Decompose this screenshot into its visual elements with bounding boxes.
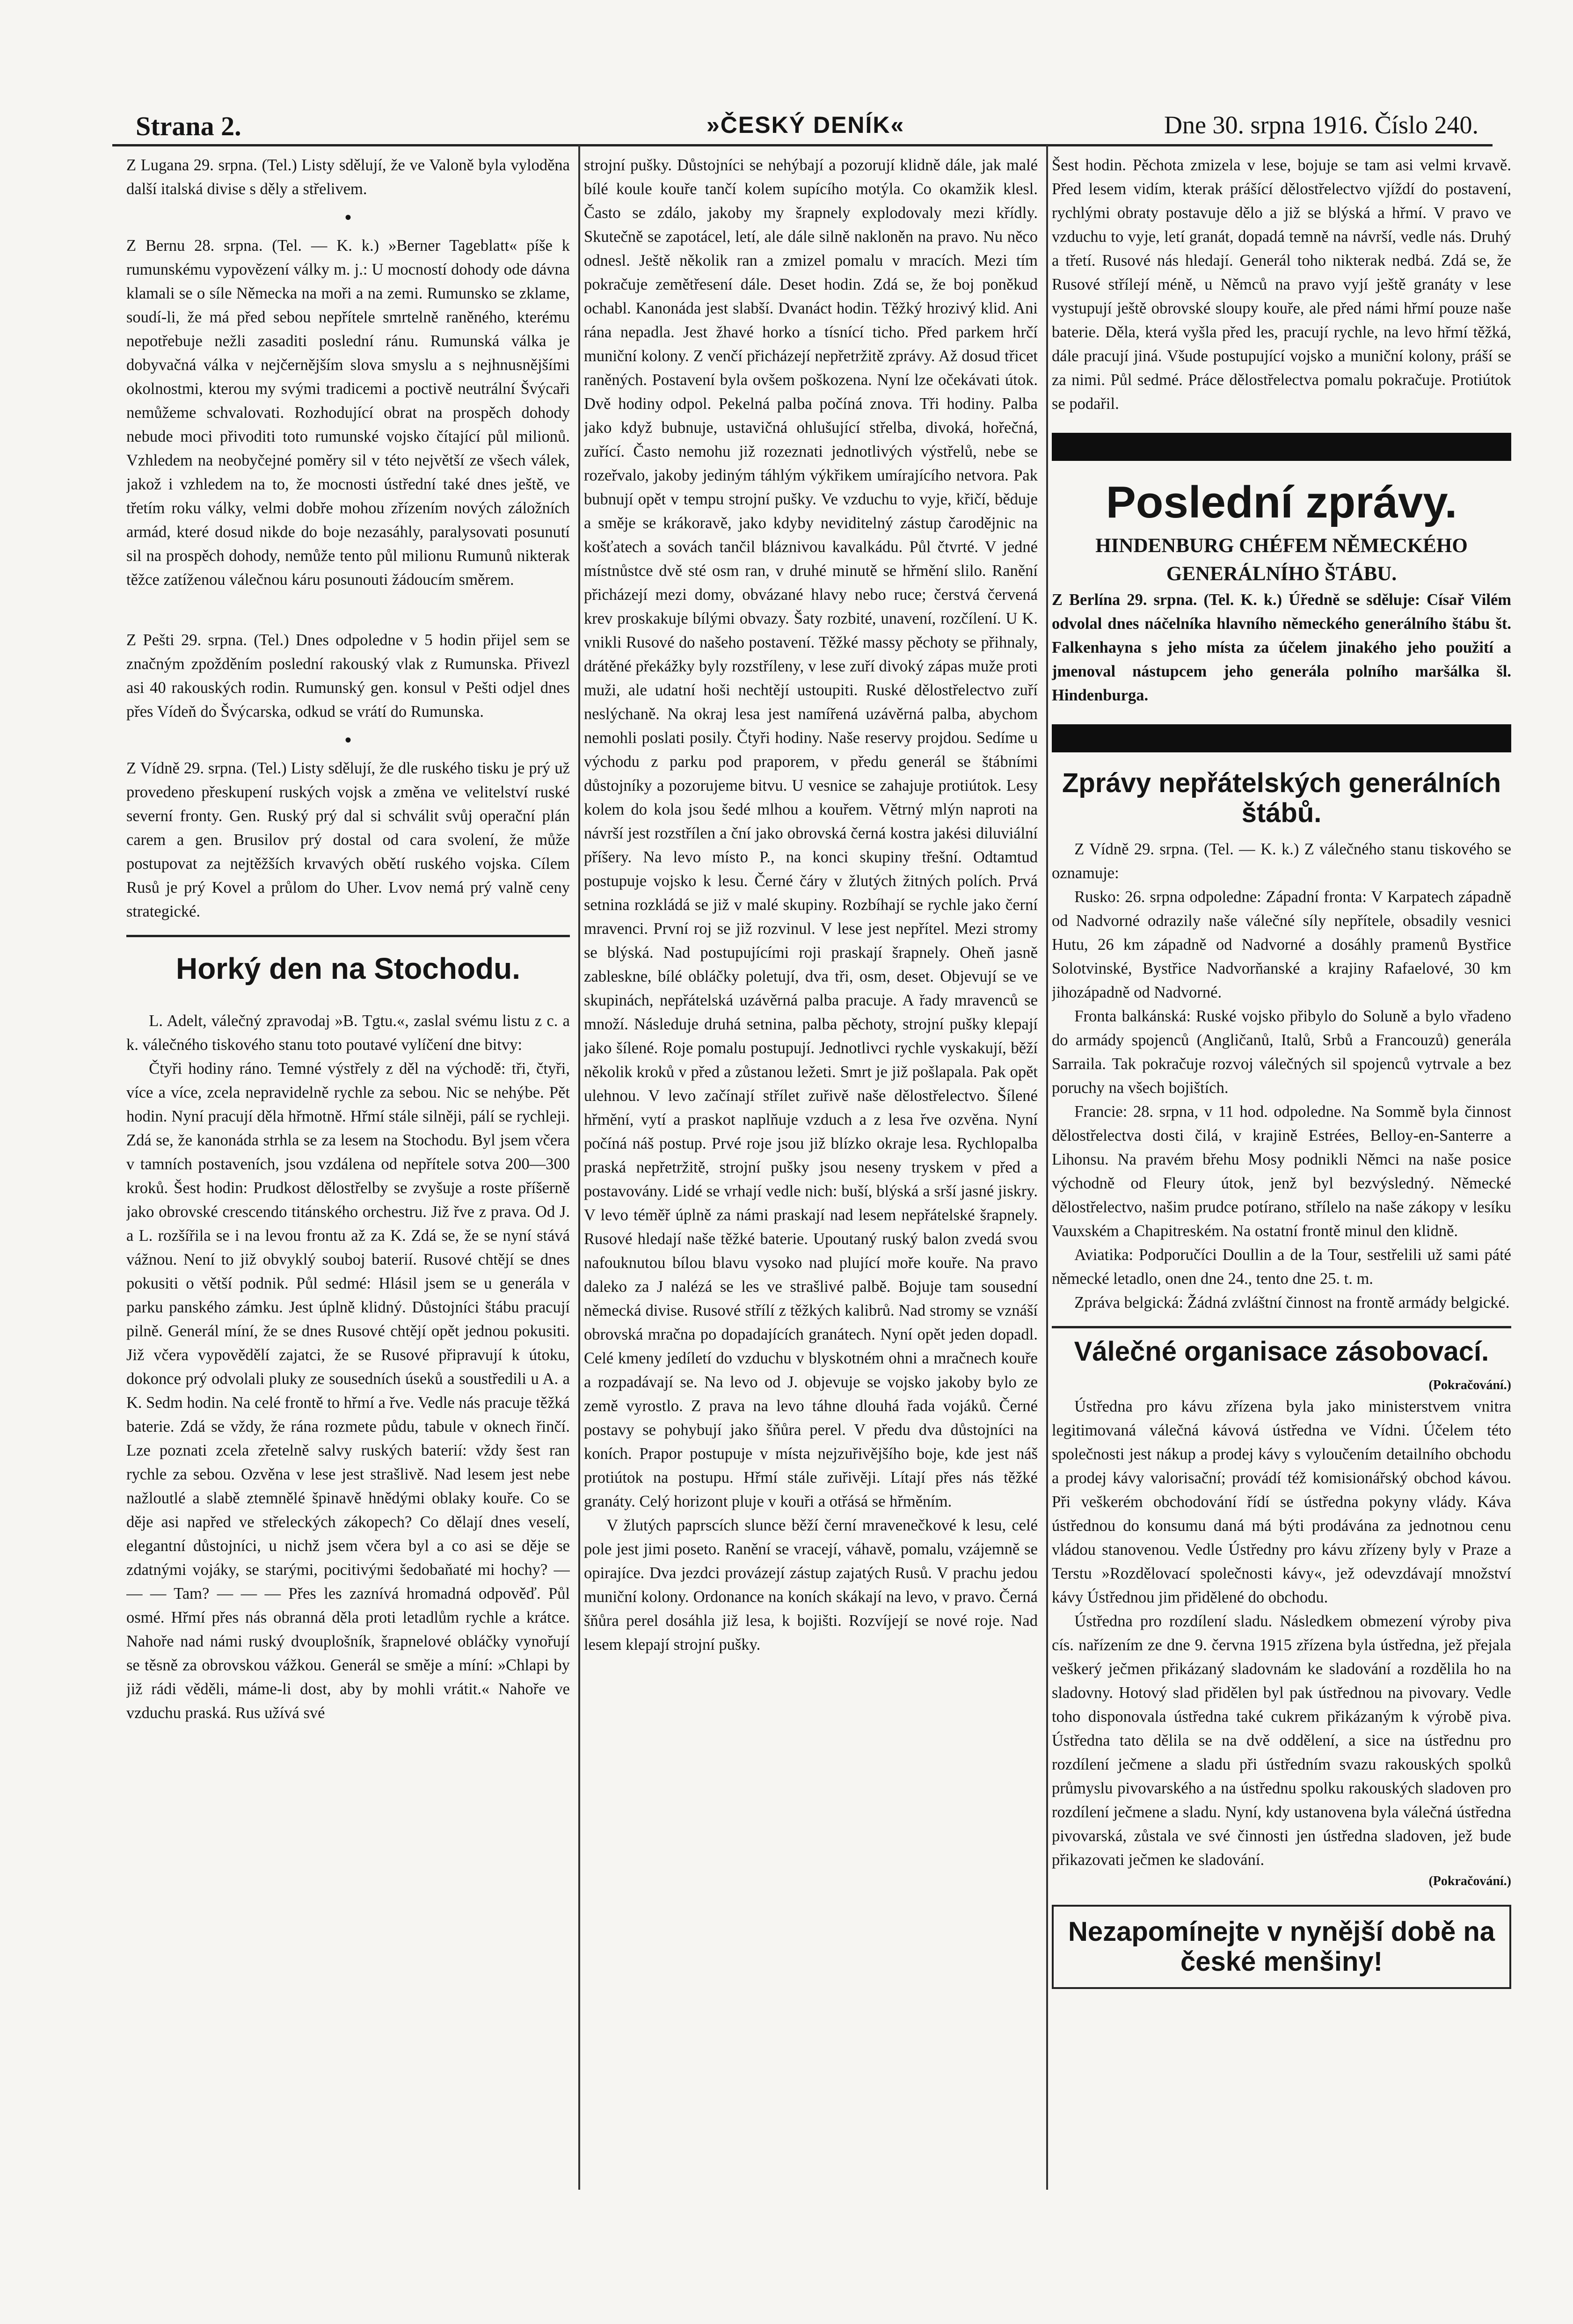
news-pest: Z Pešti 29. srpna. (Tel.) Dnes odpoledne v 5 hodin přijel sem se značným zpožděním poslední rakouský vlak z Rumunska. Přivezl asi 40 rakouských rodin. Rumunský gen. konsul v Pešti odjel dnes přes Vídeň do Švýcarska, odkud se vrátí do Rumunska. [126, 631, 570, 721]
enemy-staff-balkan: Fronta balkánská: Ruské vojsko přibylo do Soluně a bylo vřadeno do armády spojenců (Angličanů, Italů, Srbů a Francouzů) generála Sarraila. Tak pokračuje rozvoj válečných sil spojenců vytrvale a bez poruchy na všech bojištích. [1052, 1007, 1511, 1097]
minority-appeal: Nezapomínejte v nynější době na české menšiny! [1068, 1916, 1495, 1977]
supply-org-title: Válečné organisace zásobovací. [1074, 1336, 1489, 1367]
news-lugano: Z Lugana 29. srpna. (Tel.) Listy sdělují, že ve Valoně byla vyloděna další italská divise s děly a střelivem. [126, 156, 570, 198]
enemy-staff-intro: Z Vídně 29. srpna. (Tel. — K. k.) Z válečného stanu tiskového se oznamuje: [1052, 840, 1511, 882]
separator-dot: • [344, 207, 351, 228]
latest-news-subtitle: HINDENBURG CHÉFEM NĚMECKÉHO GENERÁLNÍHO ŠTÁBU. [1095, 535, 1468, 585]
article-body: Čtyři hodiny ráno. Temné výstřely z děl na východě: tři, čtyři, více a více, zcela nepravidelně rychle za sebou. Nic se nehýbe. Pět hodin. Nyní pracují děla hřmotně. Hřmí stále silněji, pálí se rychleji. Zdá se, že kanonáda strhla se za lesem na Stochodu. Byl jsem včera v tamních postaveních, jsou vzdálena od nepřítele sotva 200—300 kroků. Šest hodin: Prudkost dělostřelby se zvyšuje a roste příšerně jako obrovské crescendo titánského orchestru. Již řve z prava. Od J. a L. rozšířila se i na levou frontu až za K. Zdá se, že se nyní stává vážnou. Není to již obvyklý souboj baterií. Rusové chtějí se dnes pokusiti o větší podnik. Půl sedmé: Hlásil jsem se u generála v parku panského zámku. Jest úplně klidný. Důstojníci štábu pracují pilně. Generál míní, že se dnes Rusové chtějí opět jednou pokusiti. Již včera vypovědělí zajatci, že se Rusové připravují k útoku, dokonce prý odvolali pluky ze sousedních úseků a soustředili u A. a K. Sedm hodin. Na celé frontě to hřmí a řve. Vedle nás pracuje těžká baterie. Zdá se vždy, že rána rozmete půdu, tabule v oknech řinčí. Lze poznati zcela zřetelně salvy ruských baterií: vždy šest ran rychle za sebou. Ozvěna v lese jest strašlivě. Nad lesem jest nebe nažloutlé a slabě ztemnělé špinavě hnědými oblaky kouře. Co se děje asi napřed ve střeleckých zákopech? Co dělají dnes veselí, elegantní důstojníci, u nichž jsem včera byl a co asi se děje se zdatnými vojáky, se starými, pocitivými šedobaňaté mi hochy? — — — Tam? — — — Přes les zaznívá hromadná odpověď. Půl osmé. Hřmí přes nás obranná děla proti letadlům rychle a krátce. Nahoře nad námi ruský dvouplošník, šrapnelové obláčky vynořují se těsně za obrovskou vážkou. Generál se směje a míní: »Chlapi by již rádi věděli, máme-li dost, aby by mohli vrátit.« Nahoře ve vzduchu praská. Rus užívá své [126, 1060, 570, 1722]
supply-malt: Ústředna pro rozdílení sladu. Následkem obmezení výroby piva cís. nařízením ze dne 9. června 1915 zřízena byla ústředna, jež přejala veškerý ječmen přikázaný sladovnám ke sladování a rozdělila ho na sladovny. Hotový slad přidělen byl pak ústřednou na pivovary. Vedle toho disponovala ústředna také cukrem přikázaným k výrobě piva. Ústředna tato dělila se na dvě oddělení, a sice na ústřednu pro rozdílení ječmene a sladu při ústředním svazu rakouských spolků průmyslu pivovarského a na ústřednu spolku rakouských sladoven pro rozdílení ječmene a sladu. Nyní, kdy ustanovena byla válečná ústředna pivovarská, zůstala ve své činnosti jen ústředna sladoven, jež bude přikazovati ječmen ke sladování. [1052, 1612, 1511, 1869]
enemy-staff-title: Zprávy nepřátelských generálních štábů. [1062, 768, 1501, 828]
article-body-cont: strojní pušky. Důstojníci se nehýbají a pozorují klidně dále, jak malé bílé koule kouře tančí kolem supícího motýla. Co okamžik klesl. Často se zdálo, jakoby my šrapnely explodovaly mezi křídly. Skutečně se zapotácel, letí, ale dále silně nakloněn na pravo. Nu něco odnesl. Ještě několik ran a zmizel pomalu v mracích. Mezi tím pokračuje zemětřesení dále. Deset hodin. Zdá se, že boj poněkud ochabl. Kanonáda jest slabší. Dvanáct hodin. Těžký hrozivý klid. Ani rána nepadla. Jest žhavé horko a tísnící ticho. Před parkem hrčí muniční kolony. Z venčí přicházejí nepřetržitě zprávy. Až dosud třicet raněných. Postavení byla ovšem poškozena. Nyní lze očekávati útok. Dvě hodiny odpol. Pekelná palba počíná znova. Tři hodiny. Palba jako když bubnuje, ustavičná ohlušující střelba, divoká, hořečná, zuřící. Často nemohu již rozeznati jednotlivých výstřelů, nebe se rozeřvalo, jakoby jediným táhlým výkřikem umírajícího netvora. Pak bubnují opět v tempu strojní pušky. Ve vzduchu to vyje, křičí, běduje a směje se krákoravě, jako kdyby neviditelný zástup čarodějnic na košťatech a sovách tančil bláznivou kavalkádu. Půl čtvrté. V jedné místnůstce dvě sté osm ran, v druhé minutě se hřmění slilo. Ranění přicházejí mezi domy, obvázané hlavy nebo ruce; čerstvá červená krev proskakuje bílými obvazy. Šaty rozbité, unavení, rozčílení. U K. vnikli Rusové do našeho postavení. Těžké massy pěchoty se přihnaly, drátěné překážky byly rozstříleny, v lese zuří divoký zápas muže proti muži, ale udatní hoši nechtějí ustoupiti. Ruské dělostřelectvo zuří neslýchaně. Na okraj lesa jest namířená uzávěrná palba, abychom nemohli poslati posily. Čtyři hodiny. Naše reservy projdou. Sedíme u východu z parku pod praporem, v předu generál se štábními důstojníky a pozorujeme bitvu. U vesnice se zahajuje protiútok. Lesy kolem do kola jsou šedé mlhou a kouřem. Větrný mlýn naproti na návrší jest rozstřílen a ční jako obrovská černá kostra jakési diluviální příšery. Na levo místo P., na konci skupiny třešní. Odtamtud postupuje vojsko k lesu. Černé čáry v žlutých žitných polích. Prvá setnina rozkládá se již v malé skupiny. Rozbíhají se rychle jako černí mravenci. První roj se již rozvinul. V lese jest nepřítel. Mezi stromy se blýská. Nad postupujícími roji praskají šrapnely. Oheň jasně zableskne, bílé obláčky poletují, dva tři, osm, deset. Objevují se ve skupinách, nepřátelská uzávěrná palba pracuje. A řady mravenců se množí. Následuje druhá setnina, palba pěchoty, strojní pušky klepají jako šílené. Roje pomalu postupují. Jednotlivci rychle vyskakují, běží několik kroků v před a zůstanou ležeti. Smrt je již pošlapala. Pak opět ulehnou. V levo začínají střílet zuřivě naše dělostřelectvo. Šílené hřmění, vytí a praskot naplňuje vzduch a z lesa řve ozvěna. Nyní počíná náš postup. Prvé roje jsou již blízko okraje lesa. Rychlopalba praská nepřetržitě, strojní pušky jsou neseny tryskem v před a postavovány. Lidé se vrhají vedle nich: buší, blýská a srší jasné jiskry. V levo téměř úplně za námi praskají nad lesem nepřátelské šrapnely. Rusové hledají naše těžké baterie. Upoutaný ruský balon zvedá svou nafouknutou bílou blavu vysoko nad plující moře kouře. Na pravo daleko za J nalézá se les ve strašlivé palbě. Bojuje tam sousední německá divise. Rusové střílí z těžkých kalibrů. Nad stromy se vznáší obrovská mračna po dopadajících granátech. Nyní opět jeden dopadl. Celé kmeny jedíletí do vzduchu v blyskotném ohni a mračnech kouře a rozpadávají se. Na levo od J. objevuje se vojsko jakoby bylo ze země vyrostlo. Z prava na levo táhne dlouhá řada vojáků. Černé postavy se pohybují jako šňůra perel. V předu dva důstojníci na koních. Prapor postupuje v místa nejzuřivějšího boje, kde jest náš protiútok na postupu. Hřmí stále zuřivěji. Lítají přes nás těžké granáty. Celý horizont pluje v kouři a otřásá se hřměním. [584, 156, 1038, 1510]
enemy-staff-russia: Rusko: 26. srpna odpoledne: Západní fronta: V Karpatech západně od Nadvorné odrazily naše válečné síly nepřítele, obsadily vesnici Hutu, 26 km západně od Nadvorné a dosáhly pramenů Bystřice Solotvinské, Bystřice Nadvorňanské a krajiny Rafaelové, 30 km jihozápadně od Nadvorné. [1052, 888, 1511, 1001]
supply-coffee: Ústředna pro kávu zřízena byla jako ministerstvem vnitra legitimovaná válečná kávová ústředna ve Vídni. Účelem této společnosti jest nákup a prodej kávy s vyloučením detailního obchodu a prodej kávy valorisační; provádí též komisionářský obchod kávou. Při veškerém obchodování řídí se ústředna pokyny vlády. Káva ústřednou do konsumu daná má býti prodávána za jednotnou cenu vládou stanovenou. Vedle Ústředny pro kávu zřízeny byly v Praze a Terstu »Rozdělovací společnosti kávy«, jež odevzdávají množství kávy Ústřednou jim přidělené do obchodu. [1052, 1398, 1511, 1606]
minority-appeal-box [1052, 1905, 1511, 1989]
page-header [112, 104, 1493, 146]
article-title: Horký den na Stochodu. [175, 952, 521, 985]
black-bar [1052, 724, 1511, 752]
continued-note: (Pokračování.) [1428, 1378, 1511, 1392]
news-berlin: Z Berlína 29. srpna. (Tel. K. k.) Úředně se sděluje: Císař Vilém odvolal dnes náčelníka hlavního německého generálního štábu št. Falkenhayna s jeho místa za účelem jinakého jeho použití a jmenoval nástupcem jeho generála polního maršálka šl. Hindenburga. [1052, 591, 1511, 704]
continued-note-end: (Pokračování.) [1428, 1874, 1511, 1888]
news-vienna: Z Vídně 29. srpna. (Tel.) Listy sdělují, že dle ruského tisku je prý už provedeno přeskupení ruských vojsk a změna ve velitelství ruské severní fronty. Gen. Ruský prý dal si schválit svůj operační plán carem a gen. Brusilov prý dostal od cara svolení, že může postupovat za nejtěžších krvavých obětí ruského vojska. Cílem Rusů je prý Kovel a průlom do Uher. Lvov nemá prý valně ceny strategické. [126, 759, 570, 920]
page-number: Strana 2. [136, 111, 241, 141]
enemy-staff-belgium: Zpráva belgická: Žádná zvláštní činnost na frontě armády belgické. [1074, 1294, 1510, 1311]
section-rule [126, 935, 570, 937]
latest-news-title: Poslední zprávy. [1106, 477, 1457, 527]
column-1 [126, 153, 570, 2268]
column-rule-1 [578, 145, 580, 2190]
article-body-final: Šest hodin. Pěchota zmizela v lese, bojuje se tam asi velmi krvavě. Před lesem vidím, kterak prášící dělostřelectvo vjíždí do postavení, rychlými obraty postavuje dělo a již se blýská a hřmí. V pravo ve vzduchu to vyje, letí granát, dopadá temně na návrší, vedle nás. Druhý a třetí. Rusové nás hledají. Generál toho nikterak nedbá. Zdá se, že Rusové střílejí méně, u Němců na pravo vyjí ještě granáty v lese vystupují ještě obrovské sloupy kouře, ale před námi hřmí pouze naše baterie. Děla, která vyšla před les, pracují rychle, na levo hřmí těžká, dále pracují jiná. Všude postupující vojsko a muniční kolony, práší se za nimi. Půl sedmé. Práce dělostřelectva pomalu pokračuje. Protiútok se podařil. [1052, 156, 1511, 413]
article-intro: L. Adelt, válečný zpravodaj »B. Tgtu.«, zaslal svému listu z c. a k. válečného tiskového stanu toto poutavé vylíčení dne bitvy: [126, 1012, 570, 1054]
masthead: »ČESKÝ DENÍK« [706, 112, 905, 138]
issue-date: Dne 30. srpna 1916. Číslo 240. [1164, 111, 1478, 139]
column-2 [584, 153, 1038, 2268]
article-body-end: V žlutých paprscích slunce běží černí mravenečkové k lesu, celé pole jest jimi poseto. Ranění se vracejí, váhavě, pomalu, vzájemně se opirajíce. Dva jezdci provázejí zástup zajatých Rusů. V prachu jedou muniční kolony. Ordonance na koních skákají na levo, v pravo. Černá šňůra perel dosáhla již lesa, k bojišti. Rozvíjejí se nové roje. Nad lesem klepají strojní pušky. [584, 1516, 1038, 1654]
enemy-staff-aviation: Aviatika: Podporučíci Doullin a de la Tour, sestřelili už sami páté německé letadlo, onen dne 24., tento dne 25. t. m. [1052, 1246, 1511, 1288]
enemy-staff-france: Francie: 28. srpna, v 11 hod. odpoledne. Na Sommě byla činnost dělostřelectva dosti čilá, v krajině Estrées, Belloy-en-Santerre a Lihonsu. Na pravém břehu Mosy podnikli Němci na naše posice východně od Fleury útok, jenž byl bezvýsledný. Německé dělostřelectvo, našim prudce potírano, střílelo na naše zákopy v lesíku Vauxském a Chapitreském. Na ostatní frontě minul den klidně. [1052, 1103, 1511, 1240]
separator-dot: • [344, 729, 351, 750]
column-rule-2 [1046, 145, 1048, 2190]
section-rule [1052, 1326, 1511, 1328]
column-3 [1052, 153, 1511, 2268]
black-bar [1052, 433, 1511, 461]
news-bern: Z Bernu 28. srpna. (Tel. — K. k.) »Berner Tageblatt« píše k rumunskému vypovězení války m. j.: U mocností dohody ode dávna klamali se o síle Německa na moři a na zemi. Rumunsko se zklame, soudí-li, že má před sebou nepřítele smrtelně raněného, kterému nepotřebuje nežli zasaditi poslední ránu. Rumunská válka je dobyvačná válka v nejčernějším slova smyslu a s nejhnusnějšími okolnostmi, kterou my svými tradicemi a poctivě neutrální Švýcaři nemůžeme schvalovati. Rozhodující obrat na prospěch dohody nebude moci přivoditi toto rumunské vojsko čítající půl milionů. Vzhledem na neobyčejné poměry sil v této největší ze všech válek, jakož i vzhledem na to, že mocnosti ústřední také dnes ještě, ve třetím roku války, velmi dobře mohou zřízením nových záložních armád, které dosud nikde do boje nezasáhly, paralysovati posunutí sil na prospěch dohody, nemůže tento půl milionu Rumunů nikterak těžce zatíženou válečnou káru posunouti žádoucím směrem. [126, 237, 570, 589]
